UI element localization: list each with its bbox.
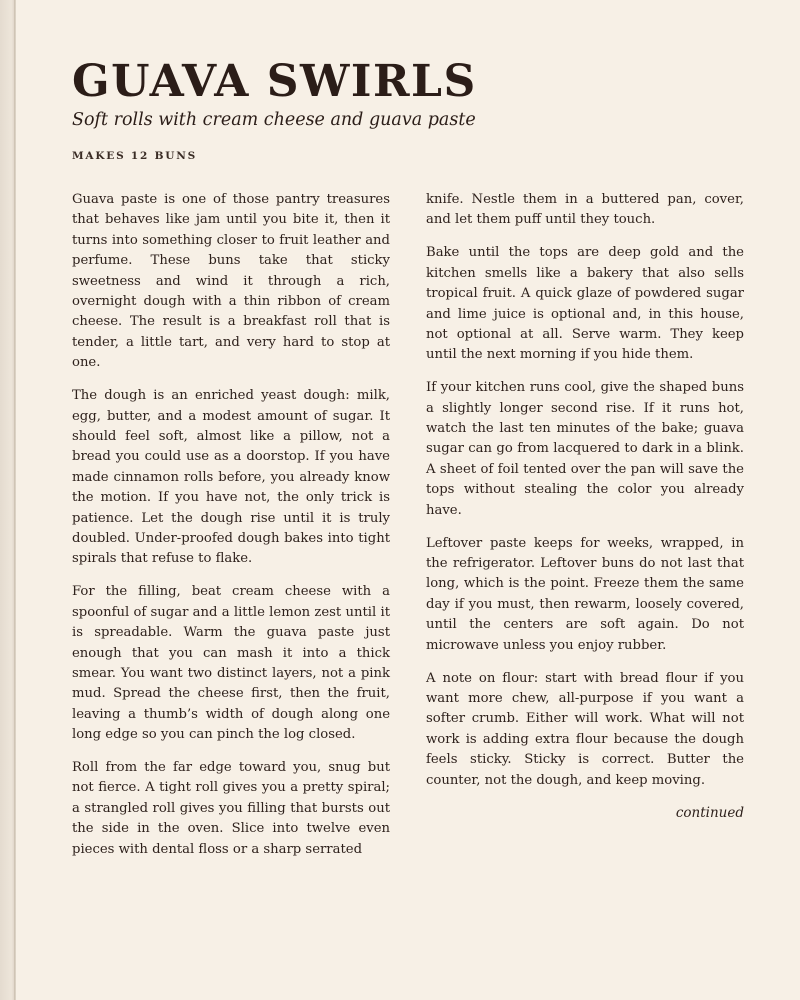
- paragraph: Roll from the far edge toward you, snug but not fierce. A tight roll gives you a pretty spiral; a strangled roll gives you filling that bursts out the side in the oven. Slice into twelve even pieces with dental floss or a sharp serrated: [72, 760, 390, 857]
- recipe-page: [72, 56, 744, 857]
- paragraph: Leftover paste keeps for weeks, wrapped, in the refrigerator. Leftover buns do not last that long, which is the point. Freeze them the same day if you must, then rewarm, loosely covered, until the centers are soft again. Do not microwave unless you enjoy rubber.: [426, 535, 744, 653]
- continued-label: continued: [675, 805, 744, 822]
- recipe-title: GUAVA SWIRLS: [72, 56, 477, 107]
- right-column: [426, 190, 744, 824]
- paragraph: Bake until the tops are deep gold and the kitchen smells like a bakery that also sells tropical fruit. A quick glaze of powdered sugar and lime juice is optional and, in this house, not optional at all. Serve warm. They keep until the next morning if you hide them.: [426, 245, 744, 363]
- paragraph: If your kitchen runs cool, give the shaped buns a slightly longer second rise. If it runs hot, watch the last ten minutes of the bake; guava sugar can go from lacquered to dark in a blink. A sheet of foil tented over the pan will save the tops without stealing the color you already have.: [426, 380, 744, 518]
- left-column: [72, 190, 390, 873]
- paragraph: Guava paste is one of those pantry treasures that behaves like jam until you bite it, then it turns into something closer to fruit leather and perfume. These buns take that sticky sweetness and wind it through a rich, overnight dough with a thin ribbon of cream cheese. The result is a breakfast roll that is tender, a little tart, and very hard to stop at one.: [72, 192, 390, 371]
- body-columns: [72, 190, 744, 1000]
- spine-edge: [14, 0, 15, 1000]
- paragraph: A note on flour: start with bread flour if you want more chew, all-purpose if you want a softer crumb. Either will work. What will not work is adding extra flour because the dough feels sticky. Sticky is correct. Butter the counter, not the dough, and keep moving.: [426, 670, 744, 788]
- paragraph: knife. Nestle them in a buttered pan, cover, and let them puff until they touch.: [426, 192, 744, 228]
- recipe-subtitle: Soft rolls with cream cheese and guava paste: [72, 110, 476, 130]
- paragraph: The dough is an enriched yeast dough: milk, egg, butter, and a modest amount of sugar. It should feel soft, almost like a pillow, not a bread you could use as a doorstop. If you have made cinnamon rolls before, you already know the motion. If you have not, the only trick is patience. Let the dough rise until it is truly doubled. Under-proofed dough bakes into tight spirals that refuse to flake.: [72, 388, 390, 567]
- recipe-yield: MAKES 12 BUNS: [72, 150, 198, 162]
- paragraph: For the filling, beat cream cheese with a spoonful of sugar and a little lemon zest until it is spreadable. Warm the guava paste just enough that you can mash it into a thick smear. You want two distinct layers, not a pink mud. Spread the cheese first, then the fruit, leaving a thumb’s width of dough along one long edge so you can pinch the log closed.: [72, 584, 390, 743]
